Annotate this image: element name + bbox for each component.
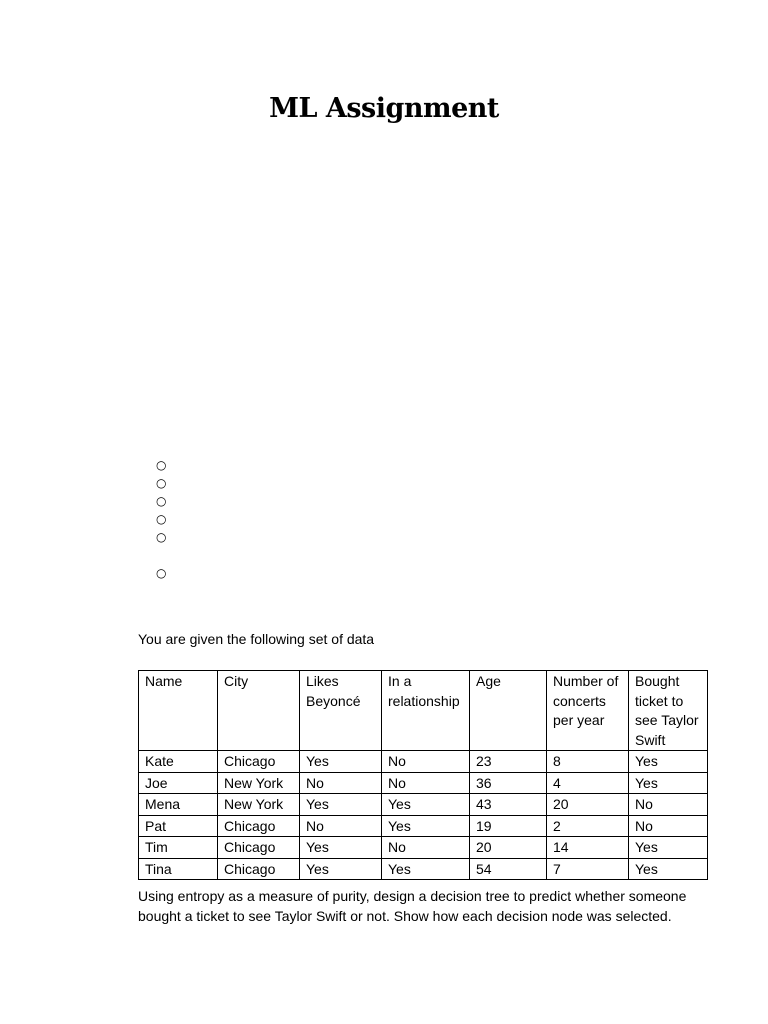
column-header	[382, 671, 470, 751]
table-row	[139, 772, 708, 794]
column-header-line: Beyoncé	[306, 692, 361, 709]
bullet-item: ○	[156, 530, 167, 544]
table-cell: Chicago	[218, 837, 300, 859]
table-cell: 14	[547, 837, 629, 859]
table-cell: New York	[218, 772, 300, 794]
table-cell: Yes	[629, 858, 708, 880]
bullet-item: ○	[156, 566, 167, 580]
question-line: bought a ticket to see Taylor Swift or not. Show how each decision node was selected.	[138, 908, 672, 924]
table-cell: 36	[470, 772, 547, 794]
table-row	[139, 751, 708, 773]
column-header-line: relationship	[388, 692, 460, 709]
question-text	[138, 886, 718, 926]
table-row	[139, 815, 708, 837]
table-cell: 2	[547, 815, 629, 837]
table-cell: Tina	[139, 858, 218, 880]
column-header-line: ticket to	[635, 692, 684, 709]
bullet-list	[156, 456, 166, 582]
table-cell: Chicago	[218, 858, 300, 880]
data-table	[138, 670, 708, 880]
table-cell: 8	[547, 751, 629, 773]
table-cell: 43	[470, 794, 547, 816]
table-cell: No	[629, 794, 708, 816]
table-cell: Chicago	[218, 751, 300, 773]
question-line: Using entropy as a measure of purity, design a decision tree to predict whether someone	[138, 888, 687, 904]
table-cell: No	[300, 772, 382, 794]
table-cell: 23	[470, 751, 547, 773]
bullet-item: ○	[156, 512, 167, 526]
column-header	[139, 671, 218, 751]
column-header-line: Swift	[635, 731, 666, 748]
table-cell: Yes	[382, 815, 470, 837]
table-row	[139, 858, 708, 880]
table-cell: 54	[470, 858, 547, 880]
column-header	[300, 671, 382, 751]
column-header-line: Name	[145, 673, 183, 689]
column-header-line: per year	[553, 712, 605, 728]
column-header	[218, 671, 300, 751]
table-cell: 7	[547, 858, 629, 880]
column-header-line: Likes	[306, 673, 339, 689]
table-cell: 4	[547, 772, 629, 794]
column-header	[629, 671, 708, 751]
table-cell: Chicago	[218, 815, 300, 837]
table-cell: 20	[470, 837, 547, 859]
page-title: ML Assignment	[269, 93, 499, 124]
column-header-line: Bought	[635, 673, 680, 689]
table-cell: New York	[218, 794, 300, 816]
table-cell: Yes	[300, 751, 382, 773]
bullet-item: ○	[156, 494, 167, 508]
column-header-line: concerts	[553, 692, 606, 709]
table-cell: 20	[547, 794, 629, 816]
table-header-row	[139, 671, 708, 751]
table-cell: No	[382, 772, 470, 794]
table-cell: Yes	[382, 794, 470, 816]
table-cell: Yes	[300, 794, 382, 816]
column-header-line: Age	[476, 673, 501, 689]
table-cell: Mena	[139, 794, 218, 816]
table-row	[139, 794, 708, 816]
bullet-item: ○	[156, 476, 167, 490]
table-cell: Yes	[629, 772, 708, 794]
table-cell: Tim	[139, 837, 218, 859]
table-cell: Yes	[300, 858, 382, 880]
column-header	[547, 671, 629, 751]
table-cell: Yes	[629, 837, 708, 859]
table-cell: No	[382, 837, 470, 859]
column-header-line: City	[224, 673, 249, 689]
bullet-item: ○	[156, 458, 167, 472]
intro-text: You are given the following set of data	[138, 631, 375, 647]
table-cell: No	[629, 815, 708, 837]
column-header	[470, 671, 547, 751]
table-cell: Yes	[382, 858, 470, 880]
table-cell: Kate	[139, 751, 218, 773]
table-cell: 19	[470, 815, 547, 837]
table-cell: Joe	[139, 772, 218, 794]
table-cell: Yes	[300, 837, 382, 859]
column-header-line: In a	[388, 673, 412, 689]
table-cell: No	[300, 815, 382, 837]
table-cell: Yes	[629, 751, 708, 773]
column-header-line: Number of	[553, 673, 619, 689]
table-row	[139, 837, 708, 859]
column-header-line: see Taylor	[635, 712, 699, 728]
table-cell: No	[382, 751, 470, 773]
table-cell: Pat	[139, 815, 218, 837]
